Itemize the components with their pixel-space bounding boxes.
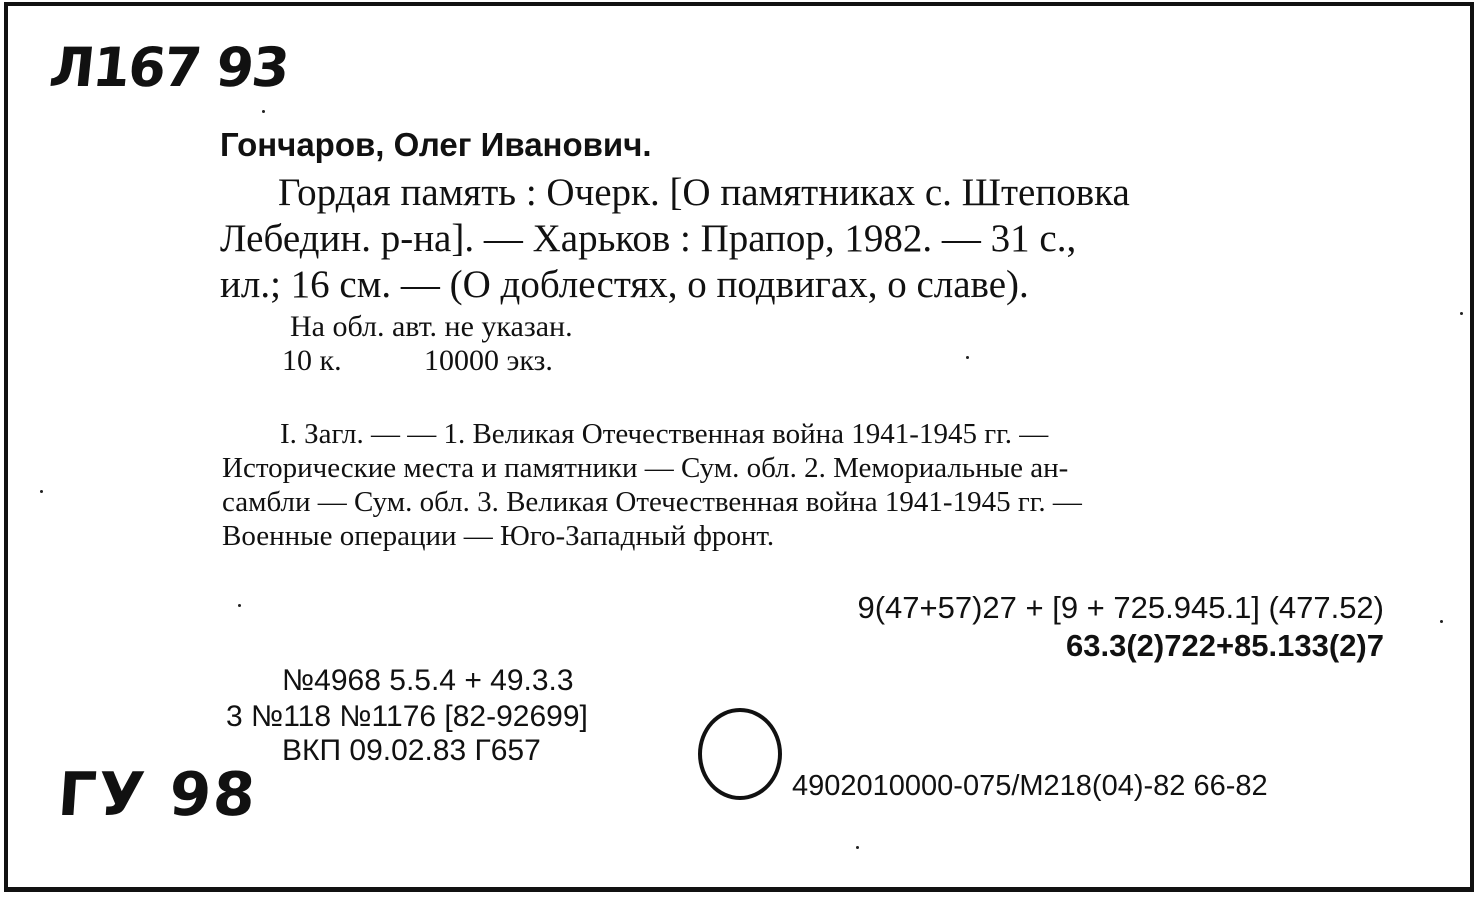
catalog-code: 4902010000-075/М218(04)-82 66-82 bbox=[792, 770, 1268, 802]
scan-speck bbox=[856, 846, 859, 849]
classification-index-2: 63.3(2)722+85.133(2)7 bbox=[1066, 628, 1384, 663]
order-line-1: №4968 5.5.4 + 49.3.3 bbox=[282, 664, 574, 697]
price: 10 к. bbox=[282, 344, 342, 377]
scan-speck bbox=[1440, 620, 1443, 623]
tracing-line-3: самбли — Сум. обл. 3. Великая Отечественная война 1941-1945 гг. — bbox=[222, 486, 1082, 518]
copies: 10000 экз. bbox=[424, 344, 553, 377]
author-heading: Гончаров, Олег Иванович. bbox=[220, 126, 652, 163]
tracing-line-4: Военные операции — Юго-Западный фронт. bbox=[222, 520, 775, 552]
scan-speck bbox=[238, 604, 241, 607]
description-line-1: Гордая память : Очерк. [О памятниках с. Штеповка bbox=[278, 171, 1130, 214]
description-line-2: Лебедин. р-на]. — Харьков : Прапор, 1982. — 31 с., bbox=[220, 217, 1077, 260]
handwritten-mark: ГУ 98 bbox=[55, 760, 260, 830]
tracing-line-2: Исторические места и памятники — Сум. обл. 2. Мемориальные ан- bbox=[222, 452, 1069, 484]
description-line-3: ил.; 16 см. — (О доблестях, о подвигах, о славе). bbox=[220, 263, 1029, 306]
order-line-2: 3 №118 №1176 [82-92699] bbox=[226, 700, 588, 733]
note-line: На обл. авт. не указан. bbox=[290, 310, 573, 343]
tracing-line-1: I. Загл. — — 1. Великая Отечественная война 1941-1945 гг. — bbox=[280, 418, 1049, 450]
scan-speck bbox=[262, 110, 265, 113]
scan-speck bbox=[966, 356, 969, 359]
circle-stamp-icon bbox=[698, 708, 782, 800]
classification-index-1: 9(47+57)27 + [9 + 725.945.1] (477.52) bbox=[857, 590, 1384, 625]
order-line-3: ВКП 09.02.83 Г657 bbox=[282, 734, 541, 767]
scan-speck bbox=[40, 490, 43, 493]
scan-speck bbox=[1460, 312, 1463, 315]
handwritten-shelfmark: Л167 93 bbox=[46, 36, 291, 99]
